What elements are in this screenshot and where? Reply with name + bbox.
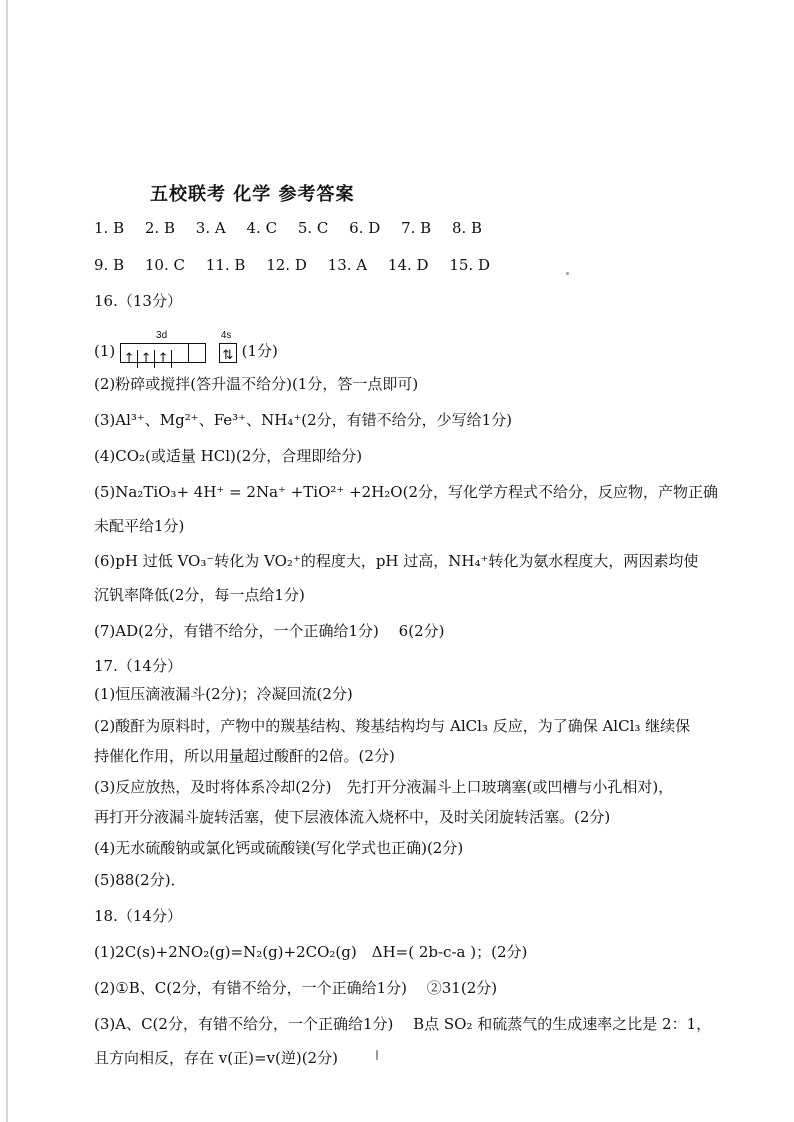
mc-answer: 13. A	[327, 256, 368, 274]
q17-part2-line2: 持催化作用，所以用量超过酸酐的2倍。(2分)	[94, 747, 395, 765]
mc-answer: 5. C	[297, 219, 329, 237]
q16-header: 16.（13分）	[94, 292, 182, 310]
q17-part5: (5)88(2分)．	[94, 871, 186, 889]
orbital-4s	[219, 329, 237, 363]
orbital-4s-label: 4s	[220, 329, 232, 341]
mc-answer: 7. B	[401, 219, 432, 237]
orbital-box	[172, 344, 189, 362]
orbital-3d-label: 3d	[156, 329, 168, 341]
q18-header: 18.（14分）	[94, 907, 182, 925]
mc-answers-row-1	[94, 218, 498, 238]
mc-answer: 10. C	[144, 256, 185, 274]
q16-part5-line2: 未配平给1分)	[94, 517, 185, 535]
q16-part5-line1: (5)Na₂TiO₃+ 4H⁺ = 2Na⁺ +TiO²⁺ +2H₂O(2分，写化学方程式不给分，反应物，产物正确	[94, 483, 718, 501]
mc-answer: 12. D	[266, 256, 307, 274]
q17-part3-line2: 再打开分液漏斗旋转活塞，使下层液体流入烧杯中，及时关闭旋转活塞。(2分)	[94, 808, 611, 826]
mc-answer: 3. A	[195, 219, 226, 237]
q16-part2: (2)粉碎或搅拌(答升温不给分)(1分，答一点即可)	[94, 375, 419, 393]
mc-answer: 6. D	[349, 219, 381, 237]
q16-part1-prefix: (1)	[94, 342, 116, 360]
q18-part3-line1: (3)A、C(2分，有错不给分，一个正确给1分) B点 SO₂ 和硫蒸气的生成速率之比是 2：1，	[94, 1015, 712, 1033]
orbital-box: ↑	[155, 350, 172, 368]
q17-part3-line1: (3)反应放热，及时将体系冷却(2分) 先打开分液漏斗上口玻璃塞(或凹槽与小孔相对)，	[94, 778, 674, 796]
q16-part3: (3)Al³⁺、Mg²⁺、Fe³⁺、NH₄⁺(2分，有错不给分，少写给1分)	[94, 411, 513, 429]
orbital-3d	[120, 329, 206, 366]
orbital-box: ↑	[138, 350, 155, 368]
q16-part1	[94, 329, 278, 366]
q16-part6-line1: (6)pH 过低 VO₃⁻转化为 VO₂⁺的程度大，pH 过高，NH₄⁺转化为氨水程度大，两因素均使	[94, 552, 699, 570]
mc-answers-row-2	[94, 255, 506, 275]
scan-mark	[376, 1050, 378, 1060]
q16-part6-line2: 沉钒率降低(2分，每一点给1分)	[94, 586, 305, 604]
mc-answer: 8. B	[451, 219, 483, 237]
mc-answer: 4. C	[246, 219, 278, 237]
q17-part2-line1: (2)酸酐为原料时，产物中的羰基结构、羧基结构均与 AlCl₃ 反应，为了确保 AlCl₃ 继续保	[94, 717, 691, 735]
scan-edge	[6, 0, 8, 1122]
q18-part1: (1)2C(s)+2NO₂(g)=N₂(g)+2CO₂(g) ΔH=( 2b-c-a )；(2分)	[94, 943, 528, 961]
mc-answer: 1. B	[94, 219, 125, 237]
mc-answer: 14. D	[387, 256, 429, 274]
q17-part1: (1)恒压滴液漏斗(2分)；冷凝回流(2分)	[94, 685, 353, 703]
mc-answer: 11. B	[205, 256, 246, 274]
q16-part4: (4)CO₂(或适量 HCl)(2分，合理即给分)	[94, 447, 363, 465]
scan-speck	[566, 272, 569, 275]
orbital-box	[189, 344, 205, 362]
mc-answer: 15. D	[449, 256, 490, 274]
ion-list: Al³⁺、Mg²⁺、Fe³⁺、NH₄⁺	[115, 411, 302, 429]
q17-header: 17.（14分）	[94, 657, 182, 675]
orbital-box: ↑	[121, 350, 138, 368]
q17-part4: (4)无水硫酸钠或氯化钙或硫酸镁(写化学式也正确)(2分)	[94, 839, 464, 857]
q18-part3-line2: 且方向相反，存在 v(正)=v(逆)(2分)	[94, 1049, 338, 1067]
mc-answer: 9. B	[94, 256, 125, 274]
q16-part7: (7)AD(2分，有错不给分，一个正确给1分) 6(2分)	[94, 622, 445, 640]
mc-answer: 2. B	[144, 219, 175, 237]
q18-part2: (2)①B、C(2分，有错不给分，一个正确给1分) ②31(2分)	[94, 979, 498, 997]
page-title: 五校联考 化学 参考答案	[150, 184, 355, 205]
q16-part1-score: (1分)	[241, 342, 278, 360]
orbital-box: ⇅	[222, 347, 234, 363]
